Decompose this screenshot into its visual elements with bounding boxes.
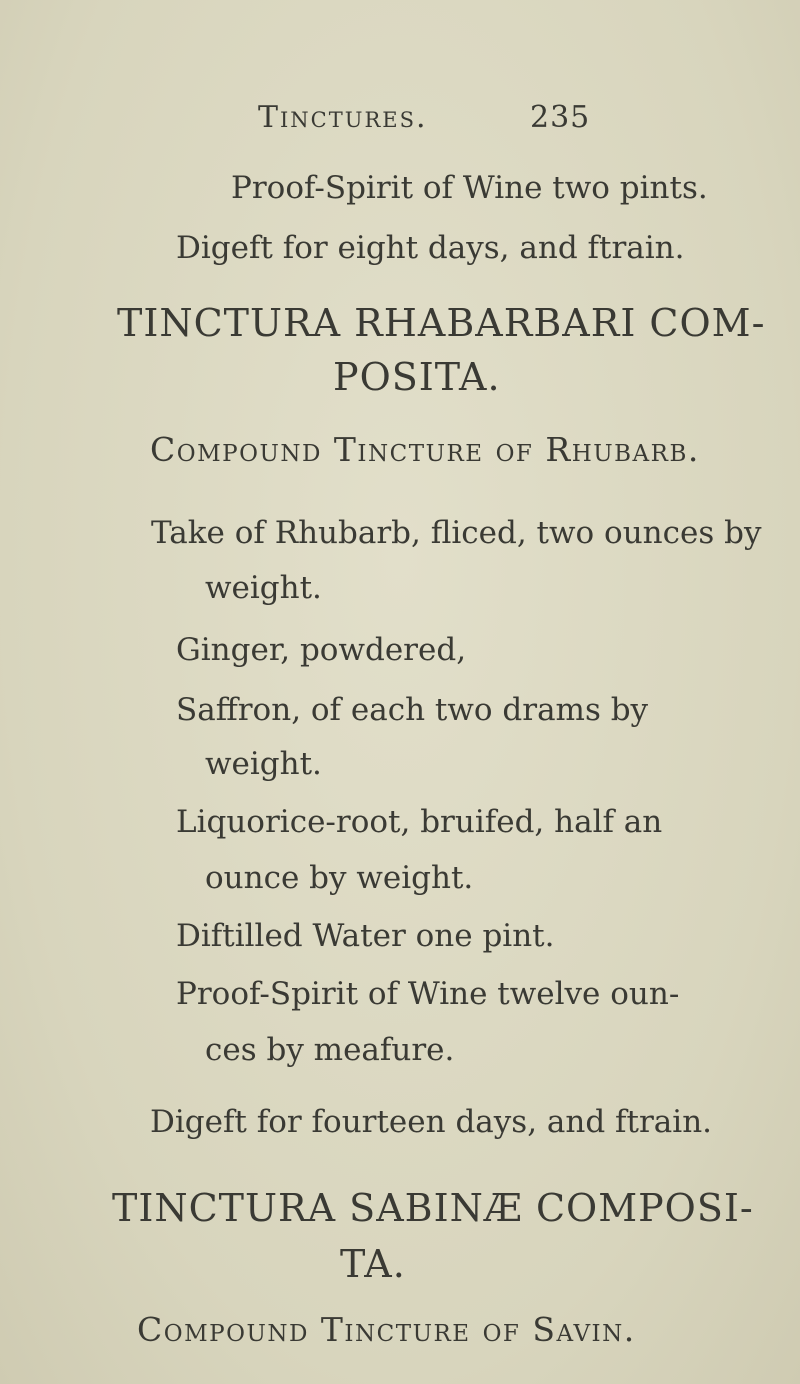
running-header [258, 100, 658, 135]
running-title: Tinctures. [258, 100, 428, 135]
ingredient-line: Liquorice-root, bruifed, half an [176, 804, 663, 840]
ingredient-line: Proof-Spirit of Wine twelve oun- [176, 976, 680, 1012]
ingredient-line: Ginger, powdered, [176, 632, 467, 668]
ingredient-line: weight. [205, 570, 322, 606]
section-title: TA. [340, 1242, 406, 1286]
direction-line: Digeft for fourteen days, and ftrain. [150, 1104, 713, 1140]
text-line: Digeft for eight days, and ftrain. [176, 230, 685, 266]
page-number: 235 [530, 100, 591, 135]
section-title: POSITA. [333, 355, 501, 399]
section-subtitle: Compound Tincture of Savin. [137, 1310, 636, 1349]
section-title: TINCTURA RHABARBARI COM- [117, 301, 766, 345]
ingredient-line: Saffron, of each two drams by [176, 692, 649, 728]
ingredient-line: Diftilled Water one pint. [176, 918, 555, 954]
ingredient-line: ces by meafure. [205, 1032, 455, 1068]
ingredient-line: weight. [205, 746, 322, 782]
text-line: Proof-Spirit of Wine two pints. [231, 170, 708, 206]
section-title: TINCTURA SABINÆ COMPOSI- [112, 1186, 754, 1230]
ingredient-line: ounce by weight. [205, 860, 474, 896]
section-subtitle: Compound Tincture of Rhubarb. [150, 430, 700, 469]
ingredient-line: Take of Rhubarb, fliced, two ounces by [151, 515, 762, 551]
